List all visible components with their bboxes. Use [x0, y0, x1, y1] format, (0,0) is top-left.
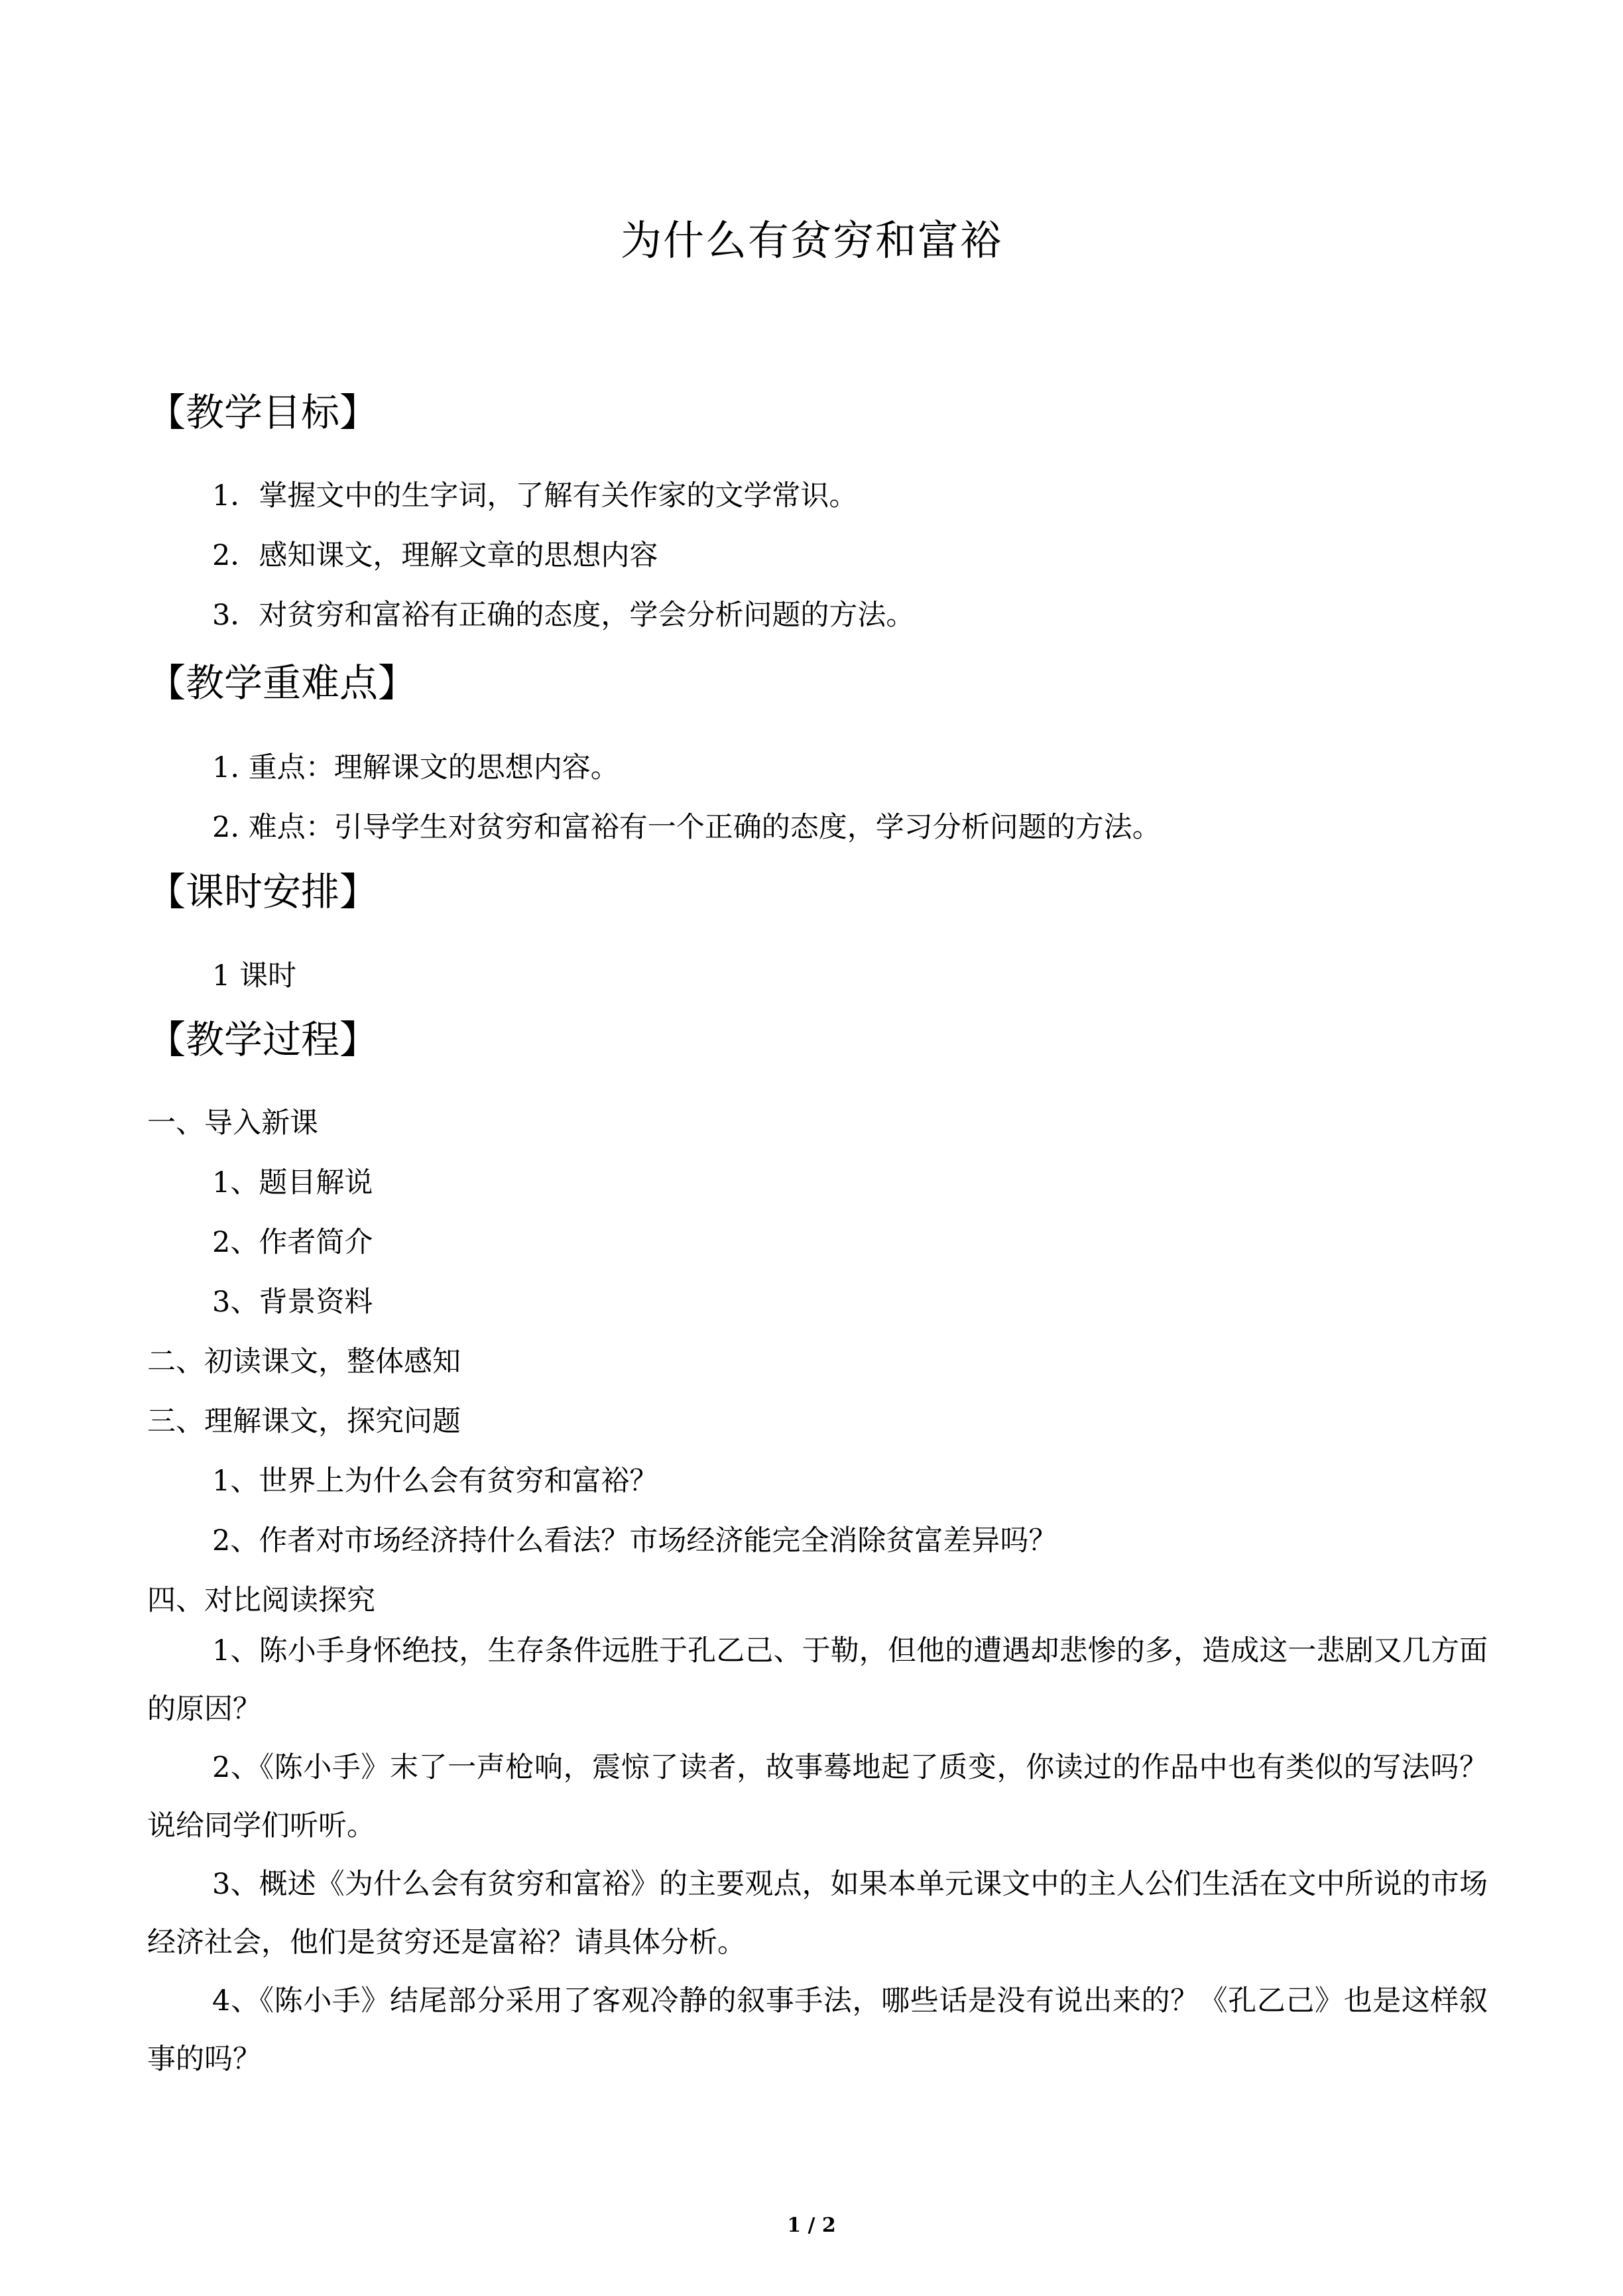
process-step-1-item: 1、题目解说: [212, 1166, 373, 1199]
objectives-heading: 【教学目标】: [147, 390, 379, 435]
process-step-4-paragraph: 1、陈小手身怀绝技，生存条件远胜于孔乙己、于勒，但他的遭遇却悲惨的多，造成这一悲剧又几方面的原因？: [147, 1634, 1488, 1726]
schedule-heading: 【课时安排】: [147, 869, 379, 914]
process-step-3-item: 2、作者对市场经济持什么看法？市场经济能完全消除贫富差异吗？: [212, 1524, 1057, 1557]
objective-item: 1．掌握文中的生字词，了解有关作家的文学常识。: [212, 479, 858, 513]
process-step-4-paragraph: 4、《陈小手》结尾部分采用了客观冷静的叙事手法，哪些话是没有说出来的？《孔乙己》也是这样叙事的吗？: [147, 1984, 1488, 2076]
process-step-1-title: 一、导入新课: [147, 1107, 318, 1140]
key-point-item: 1. 重点：理解课文的思想内容。: [212, 751, 619, 784]
process-step-2-title: 二、初读课文，整体感知: [147, 1345, 461, 1378]
objective-item: 3．对贫穷和富裕有正确的态度，学会分析问题的方法。: [212, 599, 915, 632]
process-step-3-item: 1、世界上为什么会有贫穷和富裕？: [212, 1465, 658, 1498]
schedule-text: 1 课时: [212, 959, 297, 993]
objective-item: 2．感知课文，理解文章的思想内容: [212, 539, 658, 572]
process-step-3-title: 三、理解课文，探究问题: [147, 1405, 461, 1438]
process-step-1-item: 3、背景资料: [212, 1286, 373, 1319]
document-title: 为什么有贫穷和富裕: [620, 216, 1002, 265]
process-step-4-paragraph: 3、概述《为什么会有贫穷和富裕》的主要观点，如果本单元课文中的主人公们生活在文中所说的市场经济社会，他们是贫穷还是富裕？请具体分析。: [147, 1868, 1488, 1959]
process-step-4-title: 四、对比阅读探究: [147, 1584, 375, 1617]
process-heading: 【教学过程】: [147, 1017, 379, 1062]
key-points-heading: 【教学重难点】: [147, 660, 417, 705]
process-step-1-item: 2、作者简介: [212, 1226, 373, 1259]
page-number: 1 / 2: [787, 2214, 836, 2237]
key-point-item: 2. 难点：引导学生对贫穷和富裕有一个正确的态度，学习分析问题的方法。: [212, 811, 1161, 844]
process-step-4-paragraph: 2、《陈小手》末了一声枪响，震惊了读者，故事蓦地起了质变，你读过的作品中也有类似的写法吗？说给同学们听听。: [147, 1751, 1488, 1843]
